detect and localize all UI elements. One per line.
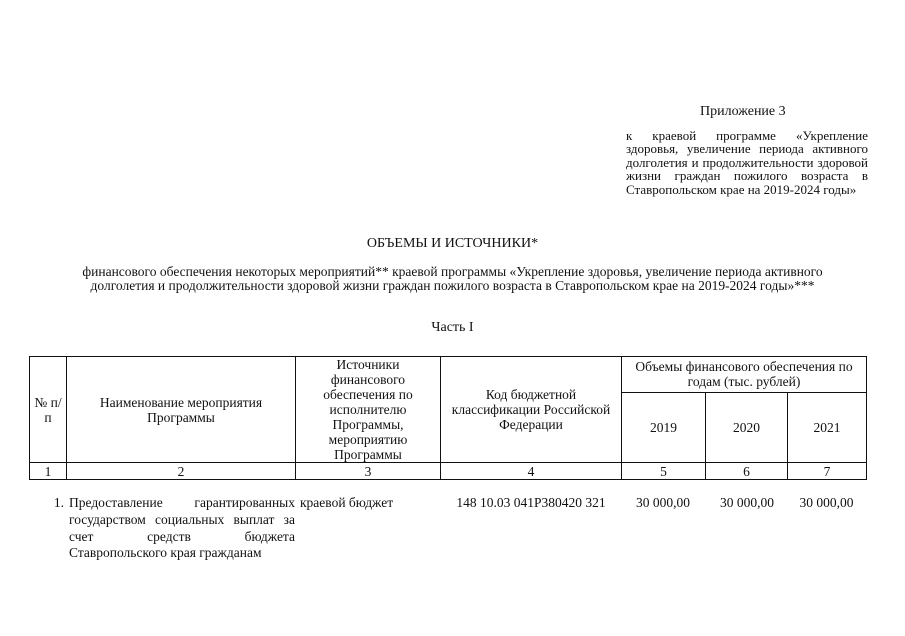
header-code: Код бюджетной классификации Российской Федерации (441, 357, 622, 463)
header-year-2019: 2019 (622, 392, 706, 462)
column-number: 4 (441, 463, 622, 480)
header-volumes: Объемы финансового обеспечения по годам (тыс. рублей) (622, 357, 867, 393)
header-year-2020: 2020 (706, 392, 788, 462)
row-funding-source: краевой бюджет (300, 495, 394, 510)
row-budget-code: 148 10.03 041P380420 321 (456, 495, 606, 510)
row-value-2020: 30 000,00 (720, 495, 774, 510)
column-number: 6 (706, 463, 788, 480)
column-number: 7 (788, 463, 867, 480)
financing-table (29, 356, 867, 480)
column-number: 3 (296, 463, 441, 480)
header-year-2021: 2021 (788, 392, 867, 462)
header-no: № п/п (30, 357, 67, 463)
header-source: Источники финансового обеспечения по исполнителю Программы, мероприятию Программы (296, 357, 441, 463)
row-measure-name: Предоставление гарантированных государством социальных выплат за счет средств бюджета Ставропольского края гражданам (69, 495, 295, 561)
column-number: 1 (30, 463, 67, 480)
column-number: 2 (67, 463, 296, 480)
part-label: Часть I (431, 320, 474, 335)
row-value-2019: 30 000,00 (636, 495, 690, 510)
document-subtitle: финансового обеспечения некоторых мероприятий** краевой программы «Укрепление здоровья, увеличение периода активного долголетия и продолжительности здоровой жизни граждан пожилого возраста в Ставропольском крае на 2019-2024 годы»*** (82, 264, 823, 293)
header-name: Наименование мероприятия Программы (67, 357, 296, 463)
appendix-reference: к краевой программе «Укрепление здоровья, увеличение периода активного долголетия и продолжительности здоровой жизни граждан пожилого возраста в Ставропольском крае на 2019-2024 годы» (626, 128, 868, 197)
column-number: 5 (622, 463, 706, 480)
row-number: 1. (53, 495, 64, 510)
document-title: ОБЪЕМЫ И ИСТОЧНИКИ* (366, 236, 539, 251)
appendix-title: Приложение 3 (700, 104, 786, 119)
row-value-2021: 30 000,00 (799, 495, 854, 510)
